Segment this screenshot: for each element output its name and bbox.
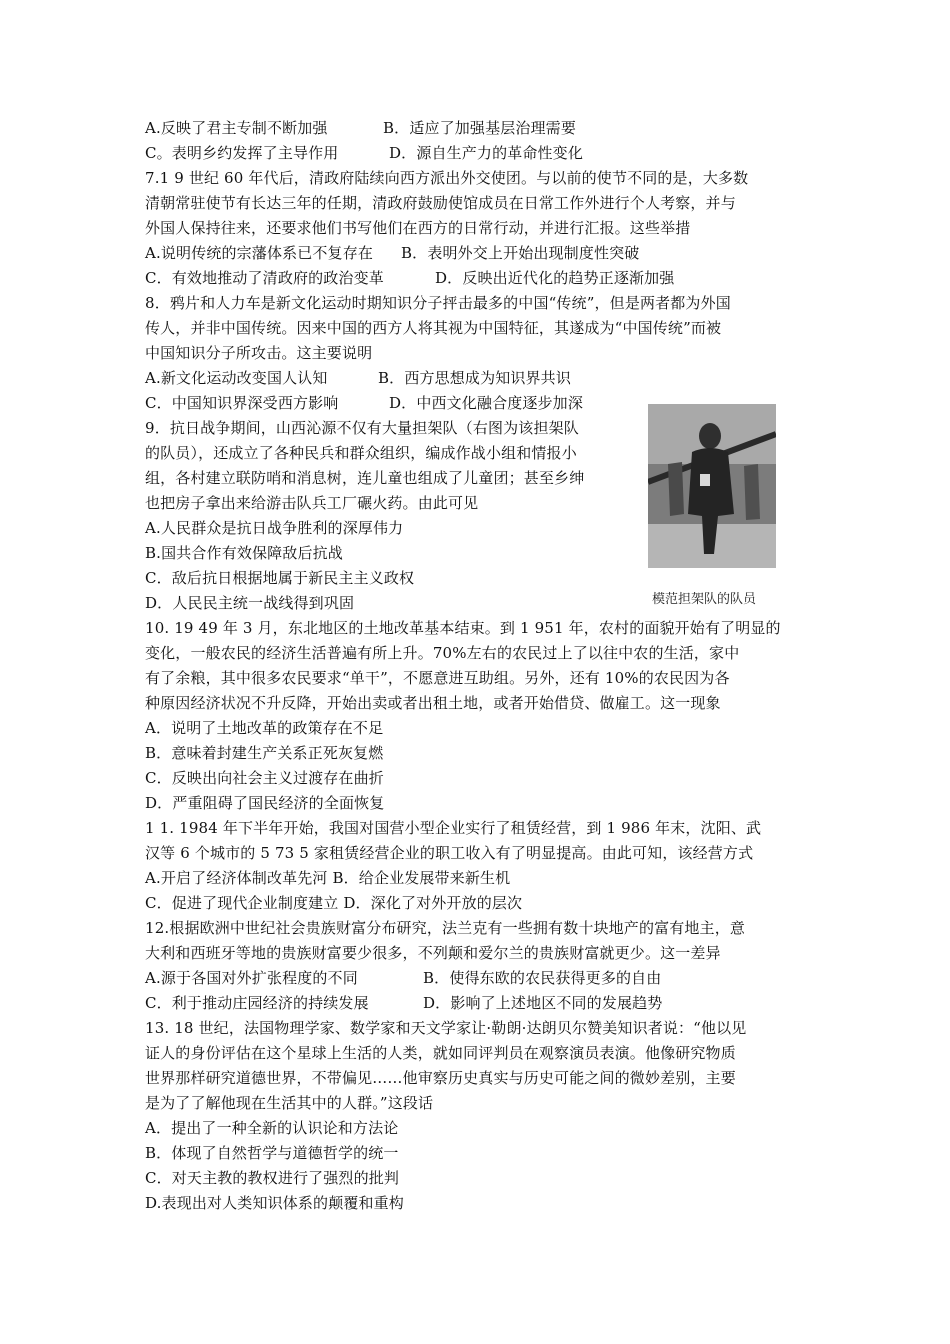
q10-option-a[interactable]: A．说明了土地改革的政策存在不足 [145,719,384,737]
q10-stem-line: 10. 19 49 年 3 月，东北地区的土地改革基本结束。到 1 951 年，农村的面貌开始有了明显的 [145,619,781,637]
q10-stem-line: 有了余粮，其中很多农民要求“单干”，不愿意进互助组。另外，还有 10%的农民因为各 [145,669,730,687]
q6-option-a[interactable]: A.反映了君主专制不断加强 [145,119,328,137]
q6-option-c[interactable]: C。表明乡约发挥了主导作用 [145,144,339,162]
q12-option-d[interactable]: D．影响了上述地区不同的发展趋势 [423,994,663,1012]
soldier-figure-icon [648,404,776,568]
q12-option-c[interactable]: C．利于推动庄园经济的持续发展 [145,994,369,1012]
q11-options-row-1[interactable]: A.开启了经济体制改革先河 B．给企业发展带来新生机 [145,869,511,887]
q8-option-c[interactable]: C．中国知识界深受西方影响 [145,394,339,412]
q7-options-row-1 [145,243,640,263]
q7-stem-line: 7.1 9 世纪 60 年代后，清政府陆续向西方派出外交使团。与以前的使节不同的是，大多数 [145,169,749,187]
q7-option-d[interactable]: D．反映出近代化的趋势正逐渐加强 [435,269,675,287]
q11-options-row-2[interactable]: C．促进了现代企业制度建立 D．深化了对外开放的层次 [145,894,523,912]
q13-stem-line: 是为了了解他现在生活其中的人群。”这段话 [145,1094,434,1112]
q12-stem-line: 大利和西班牙等地的贵族财富要少很多，不列颠和爱尔兰的贵族财富就更少。这一差异 [145,944,721,962]
q8-option-d[interactable]: D．中西文化融合度逐步加深 [389,394,583,412]
q10-stem-line: 种原因经济状况不升反降，开始出卖或者出租土地，或者开始借贷、做雇工。这一现象 [145,694,721,712]
q7-stem-line: 外国人保持往来，还要求他们书写他们在西方的日常行动，并进行汇报。这些举措 [145,219,691,237]
q9-option-d[interactable]: D．人民民主统一战线得到巩固 [145,594,355,612]
q10-option-c[interactable]: C．反映出向社会主义过渡存在曲折 [145,769,384,787]
q9-stem-line: 9．抗日战争期间，山西沁源不仅有大量担架队（右图为该担架队 [145,419,579,437]
q10-option-d[interactable]: D．严重阻碍了国民经济的全面恢复 [145,794,385,812]
q8-stem-line: 8．鸦片和人力车是新文化运动时期知识分子抨击最多的中国“传统”，但是两者都为外国 [145,294,731,312]
q9-option-b[interactable]: B.国共合作有效保障敌后抗战 [145,544,343,562]
q9-option-c[interactable]: C．敌后抗日根据地属于新民主主义政权 [145,569,415,587]
q12-stem-line: 12.根据欧洲中世纪社会贵族财富分布研究，法兰克有一些拥有数十块地产的富有地主，意 [145,919,746,937]
q13-stem-line: 世界那样研究道德世界，不带偏见……他审察历史真实与历史可能之间的微妙差别，主要 [145,1069,736,1087]
q13-stem-line: 13. 18 世纪，法国物理学家、数学家和天文学家让·勒朗·达朗贝尔赞美知识者说：“他以见 [145,1019,747,1037]
q8-stem-line: 中国知识分子所攻击。这主要说明 [145,344,373,362]
q13-stem-line: 证人的身份评估在这个星球上生活的人类，就如同评判员在观察演员表演。他像研究物质 [145,1044,736,1062]
q7-option-c[interactable]: C．有效地推动了清政府的政治变革 [145,269,384,287]
q8-option-a[interactable]: A.新文化运动改变国人认知 [145,369,328,387]
q13-option-b[interactable]: B．体现了自然哲学与道德哲学的统一 [145,1144,399,1162]
q12-option-a[interactable]: A.源于各国对外扩张程度的不同 [145,969,358,987]
q8-stem-line: 传人，并非中国传统。因来中国的西方人将其视为中国特征，其遂成为“中国传统”而被 [145,319,722,337]
q6-options-row-1 [145,118,576,138]
stretcher-team-photo [648,404,776,568]
q7-option-b[interactable]: B．表明外交上开始出现制度性突破 [401,244,640,262]
q12-options-row-2 [145,993,663,1013]
q9-stem-line: 组，各村建立联防哨和消息树，连儿童也组成了儿童团；甚至乡绅 [145,469,585,487]
q6-option-d[interactable]: D．源自生产力的革命性变化 [389,144,583,162]
q11-stem-line: 汉等 6 个城市的 5 73 5 家租赁经营企业的职工收入有了明显提高。由此可知，该经营方式 [145,844,754,862]
q9-stem-line: 的队员），还成立了各种民兵和群众组织，编成作战小组和情报小 [145,444,577,462]
q12-option-b[interactable]: B．使得东欧的农民获得更多的自由 [423,969,662,987]
q8-options-row-1 [145,368,571,388]
photo-caption: 模范担架队的队员 [652,592,757,607]
q7-stem-line: 清朝常驻使节有长达三年的任期，清政府鼓励使馆成员在日常工作外进行个人考察，并与 [145,194,736,212]
q12-options-row-1 [145,968,662,988]
q13-option-c[interactable]: C．对天主教的教权进行了强烈的批判 [145,1169,400,1187]
q13-option-d[interactable]: D.表现出对人类知识体系的颠覆和重构 [145,1194,404,1212]
q8-option-b[interactable]: B．西方思想成为知识界共识 [378,369,571,387]
q7-option-a[interactable]: A.说明传统的宗藩体系已不复存在 [145,244,374,262]
q7-options-row-2 [145,268,675,288]
q10-stem-line: 变化，一般农民的经济生活普遍有所上升。70%左右的农民过上了以往中农的生活，家中 [145,644,740,662]
q11-stem-line: 1 1. 1984 年下半年开始，我国对国营小型企业实行了租赁经营，到 1 986 年末，沈阳、武 [145,819,762,837]
q8-options-row-2 [145,393,583,413]
q9-stem-line: 也把房子拿出来给游击队兵工厂碾火药。由此可见 [145,494,479,512]
q6-option-b[interactable]: B．适应了加强基层治理需要 [383,119,576,137]
q13-option-a[interactable]: A．提出了一种全新的认识论和方法论 [145,1119,399,1137]
q10-option-b[interactable]: B．意味着封建生产关系正死灰复燃 [145,744,384,762]
q6-options-row-2 [145,143,583,163]
q9-option-a[interactable]: A.人民群众是抗日战争胜利的深厚伟力 [145,519,404,537]
